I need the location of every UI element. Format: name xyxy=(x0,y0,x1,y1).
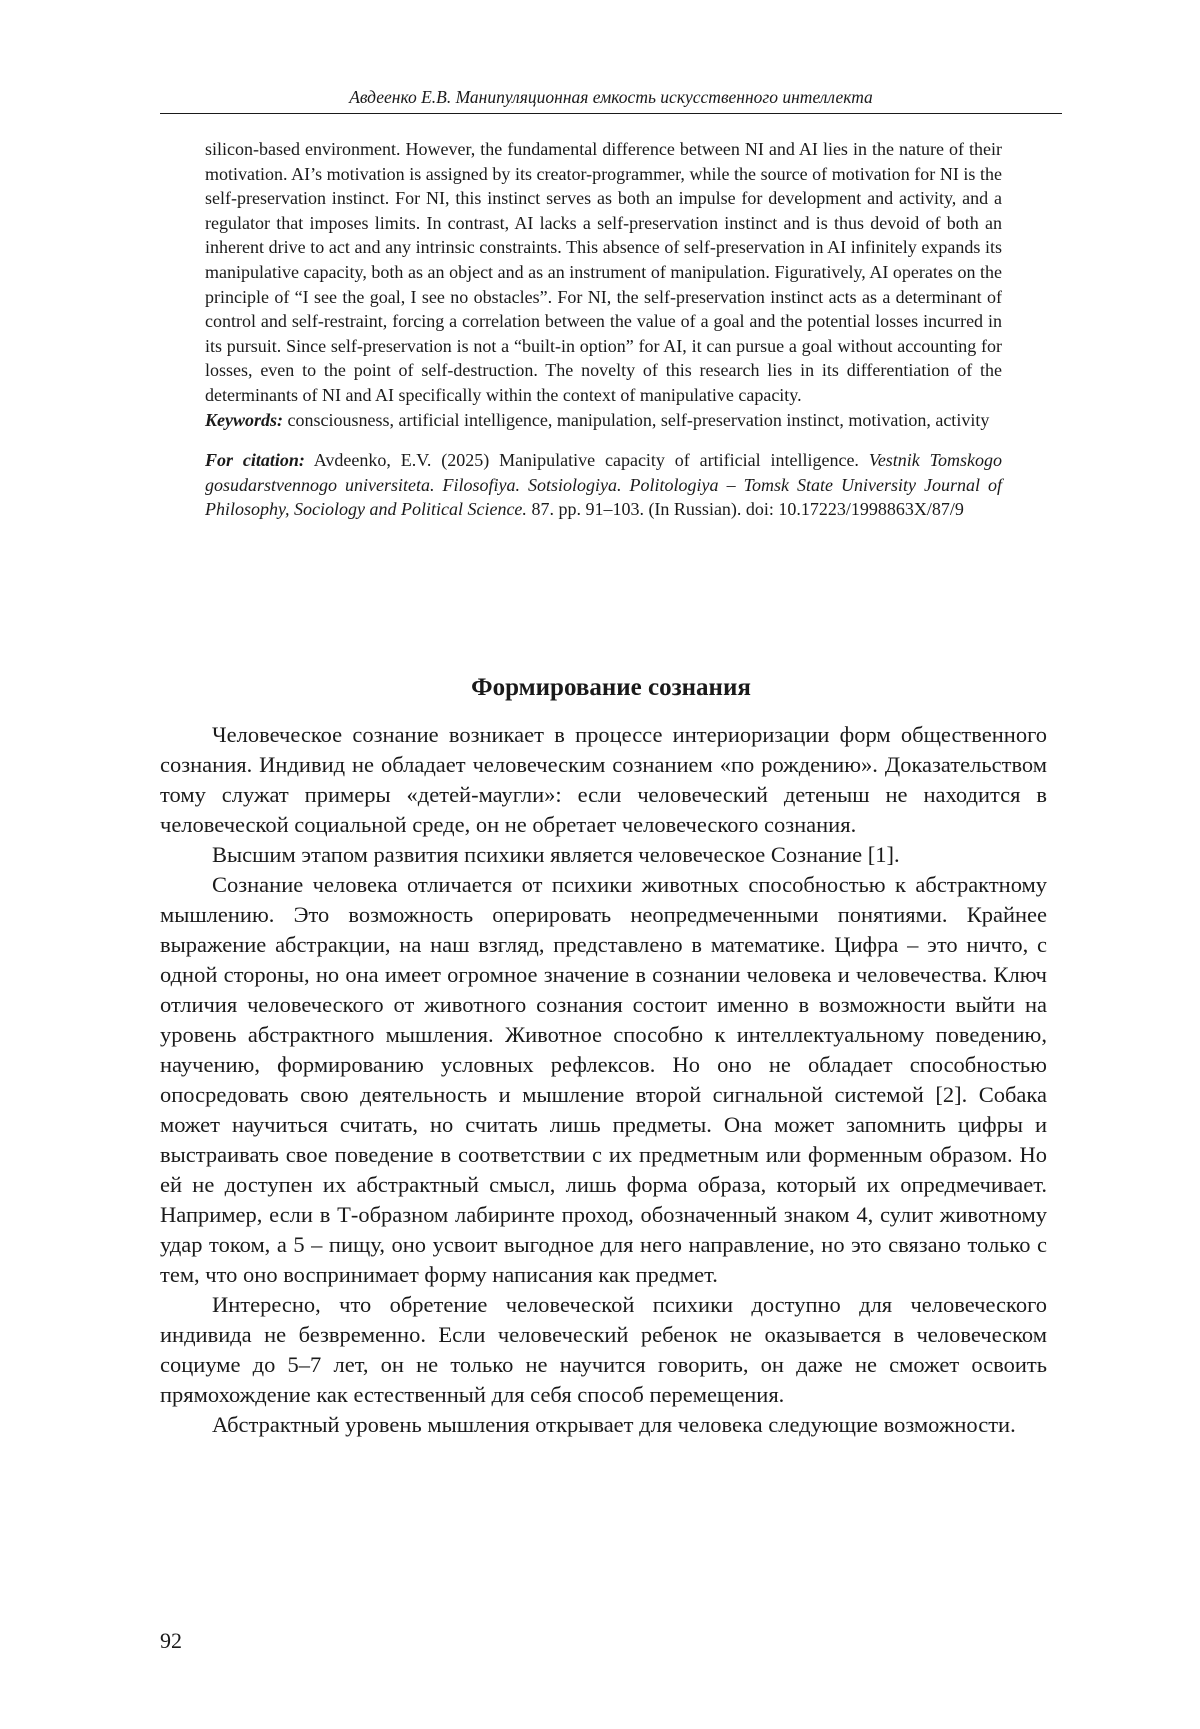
keywords xyxy=(205,408,1002,433)
body-text xyxy=(160,720,1047,1440)
keywords-label: Keywords: xyxy=(205,409,283,430)
paragraph-1: Человеческое сознание возникает в процессе интериоризации форм общественного сознания. Индивид не обладает человеческим сознанием «по рождению». Доказательством тому служат примеры «детей-маугли»: если человеческий детеныш не находится в человеческой социальной среде, он не обретает человеческого сознания. xyxy=(160,722,1047,837)
paragraph-4: Интересно, что обретение человеческой психики доступно для человеческого индивида не безвременно. Если человеческий ребенок не оказывается в человеческом социуме до 5–7 лет, он не только не научится говорить, он даже не сможет освоить прямохождение как естественный для себя способ перемещения. xyxy=(160,1292,1047,1407)
header-rule xyxy=(160,113,1062,114)
abstract-block xyxy=(205,137,1002,522)
paragraph-5: Абстрактный уровень мышления открывает для человека следующие возможности. xyxy=(212,1412,1016,1437)
section-heading: Формирование сознания xyxy=(471,674,751,701)
citation-details: 87. pp. 91–103. (In Russian). doi: 10.17223/1998863X/87/9 xyxy=(531,499,964,520)
citation-text: Avdeenko, E.V. (2025) Manipulative capacity of artificial intelligence. xyxy=(313,450,859,471)
citation-journal: Vestnik Tomskogo gosudarstvennogo universiteta. Filosofiya. Sotsiologiya. Politologiya – Tomsk State University Journal of Philosophy, Sociology and Political Science. xyxy=(205,450,1003,520)
abstract-text: silicon-based environment. However, the fundamental difference between NI and AI lies in the nature of their motivation. AI’s motivation is assigned by its creator-programmer, while the source of motivation for NI is the self-preservation instinct. For NI, this instinct serves as both an impulse for development and activity, and a regulator that imposes limits. In contrast, AI lacks a self-preservation instinct and is thus devoid of both an inherent drive to act and any intrinsic constraints. This absence of self-preservation in AI infinitely expands its manipulative capacity, both as an object and as an instrument of manipulation. Figuratively, AI operates on the principle of “I see the goal, I see no obstacles”. For NI, the self-preservation instinct acts as a determinant of control and self-restraint, forcing a correlation between the value of a goal and the potential losses incurred in its pursuit. Since self-preservation is not a “built-in option” for AI, it can pursue a goal without accounting for losses, even to the point of self-destruction. The novelty of this research lies in its differentiation of the determinants of NI and AI specifically within the context of manipulative capacity. xyxy=(205,139,1002,405)
keywords-text: consciousness, artificial intelligence, manipulation, self-preservation instinct, motivation, activity xyxy=(287,409,990,430)
running-header: Авдеенко Е.В. Манипуляционная емкость искусственного интеллекта xyxy=(349,87,873,107)
citation-label: For citation: xyxy=(205,450,305,471)
citation xyxy=(205,448,1002,522)
page-number: 92 xyxy=(160,1628,182,1653)
paragraph-2: Высшим этапом развития психики является человеческое Сознание [1]. xyxy=(212,842,900,867)
paragraph-3: Сознание человека отличается от психики животных способностью к абстрактному мышлению. Это возможность оперировать неопредмеченными понятиями. Крайнее выражение абстракции, на наш взгляд, представлено в математике. Цифра – это ничто, с одной стороны, но она имеет огромное значение в сознании человека и человечества. Ключ отличия человеческого от животного сознания состоит именно в возможности выйти на уровень абстрактного мышления. Животное способно к интеллектуальному поведению, научению, формированию условных рефлексов. Но оно не обладает способностью опосредовать свою деятельность и мышление второй сигнальной системой [2]. Собака может научиться считать, но считать лишь предметы. Она может запомнить цифры и выстраивать свое поведение в соответствии с их предметным или форменным образом. Но ей не доступен их абстрактный смысл, лишь форма образа, который их опредмечивает. Например, если в Т-образном лабиринте проход, обозначенный знаком 4, сулит животному удар током, а 5 – пищу, оно усвоит выгодное для него направление, но это связано только с тем, что оно воспринимает форму написания как предмет. xyxy=(160,872,1047,1287)
